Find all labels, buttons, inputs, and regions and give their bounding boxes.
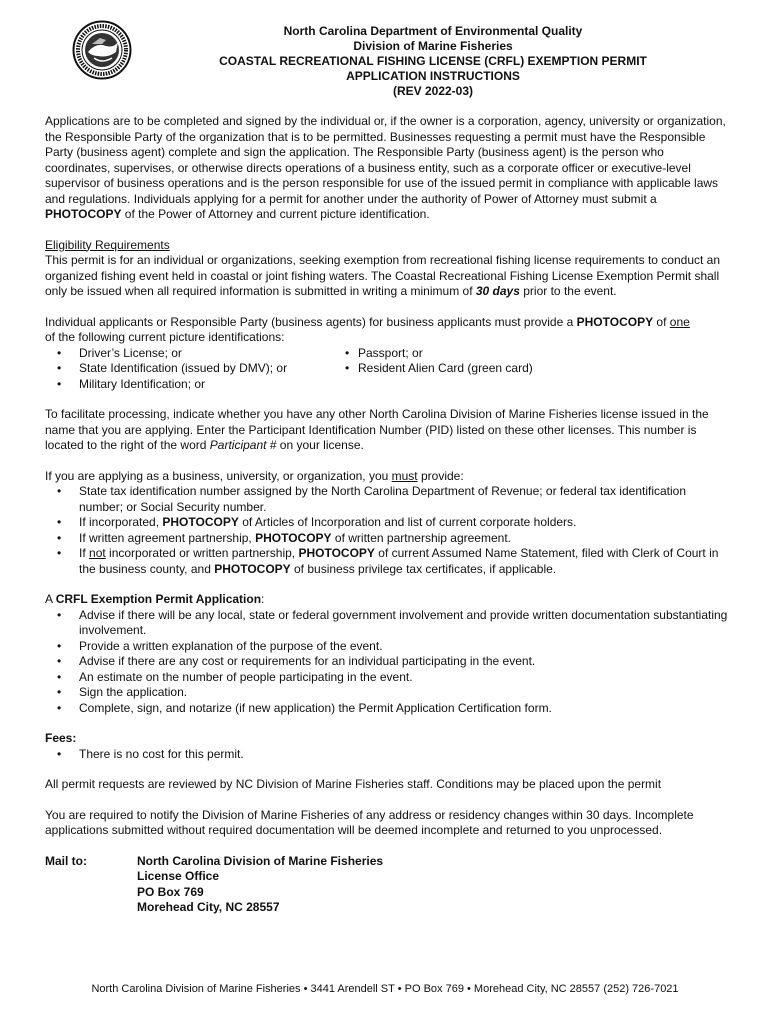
document-header (160, 24, 706, 99)
list-item: • Driver’s License; or (45, 346, 345, 362)
agency-name: North Carolina Department of Environmental Quality (283, 24, 583, 38)
list-item: • Provide a written explanation of the purpose of the event. (45, 639, 730, 655)
id-list-right (345, 346, 533, 393)
address-line: PO Box 769 (137, 884, 204, 899)
fees-list (45, 747, 730, 763)
list-item: • Sign the application. (45, 685, 730, 701)
id-list-left (45, 346, 345, 393)
identification-paragraph: Individual applicants or Responsible Party (business agents) for business applicants must provide a PHOTOCOPY of one of the following current picture identifications: (45, 314, 690, 344)
pid-paragraph: To facilitate processing, indicate whether you have any other North Carolina Division of Marine Fisheries license issued in the name that you are applying. Enter the Participant Identification Number (PID) listed on these other licenses. This number is located to the right of the word Participant # on your license. (45, 407, 709, 452)
notify-paragraph: You are required to notify the Division of Marine Fisheries of any address or residency changes within 30 days. Incomplete applications submitted without required documentation will be deemed incomplete and returned to you unprocessed. (45, 807, 694, 837)
list-item: • State tax identification number assigned by the North Carolina Department of Revenue; or federal tax identification number; or Social Security number. (45, 484, 730, 515)
list-item: • Passport; or (345, 346, 533, 362)
list-item: • Complete, sign, and notarize (if new application) the Permit Application Certification form. (45, 701, 730, 717)
page-footer: North Carolina Division of Marine Fisheries • 3441 Arendell ST • PO Box 769 • Morehead City, NC 28557 (252) 726-7021 (91, 983, 679, 995)
division-name: Division of Marine Fisheries (353, 39, 513, 53)
review-paragraph: All permit requests are reviewed by NC Division of Marine Fisheries staff. Conditions may be placed upon the permit (45, 777, 662, 791)
mailing-address (45, 854, 730, 916)
address-line: North Carolina Division of Marine Fisheries (137, 853, 384, 868)
list-item: • If written agreement partnership, PHOTOCOPY of written partnership agreement. (45, 531, 730, 547)
business-requirements-list (45, 484, 730, 577)
eligibility-heading: Eligibility Requirements (45, 237, 170, 252)
fees-heading: Fees: (45, 731, 77, 745)
list-item: • Advise if there are any cost or requirements for an individual participating in the event. (45, 654, 730, 670)
eligibility-paragraph: This permit is for an individual or organizations, seeking exemption from recreational fishing license requirements to conduct an organized fishing event held in coastal or joint fishing waters. The Coastal Recreational Fishing License Exemption Permit shall only be issued when all required information is submitted in writing a minimum of 30 days prior to the event. (45, 253, 721, 298)
mail-label: Mail to: (45, 853, 87, 868)
list-item: • Advise if there will be any local, state or federal government involvement and provide written documentation substantiating involvement. (45, 608, 730, 639)
id-options (45, 346, 730, 393)
list-item: • If not incorporated or written partnership, PHOTOCOPY of current Assumed Name Statement, filed with Clerk of Court in the business county, and PHOTOCOPY of business privilege tax certificates, if applicable. (45, 546, 730, 577)
list-item: • Military Identification; or (45, 377, 345, 393)
division-seal-logo (72, 20, 132, 80)
list-item: • Resident Alien Card (green card) (345, 361, 533, 377)
address-block (137, 854, 383, 916)
list-item: • State Identification (issued by DMV); or (45, 361, 345, 377)
application-requirements-list (45, 608, 730, 717)
list-item: • There is no cost for this permit. (45, 747, 730, 763)
list-item: • An estimate on the number of people participating in the event. (45, 670, 730, 686)
application-intro: A CRFL Exemption Permit Application: (45, 592, 265, 606)
address-line: Morehead City, NC 28557 (137, 900, 280, 914)
address-line: License Office (137, 869, 220, 883)
business-intro: If you are applying as a business, university, or organization, you must provide: (45, 468, 464, 483)
instructions-body (45, 114, 730, 916)
revision-label: (REV 2022-03) (392, 84, 474, 98)
permit-title: COASTAL RECREATIONAL FISHING LICENSE (CRFL) EXEMPTION PERMIT (219, 54, 647, 68)
list-item: • If incorporated, PHOTOCOPY of Articles of Incorporation and list of current corporate holders. (45, 515, 730, 531)
intro-paragraph: Applications are to be completed and signed by the individual or, if the owner is a corporation, agency, university or organization, the Responsible Party of the organization that is to be permitted. Businesses requesting a permit must have the Responsible Party (business agent) complete and sign the application. The Responsible Party (business agent) is the person who coordinates, supervises, or otherwise directs operations of a business entity, such as a corporate officer or executive-level supervisor of business operations and is the person responsible for use of the issued permit in compliance with applicable laws and regulations. Individuals applying for a permit for another under the authority of Power of Attorney must submit a PHOTOCOPY of the Power of Attorney and current picture identification. (45, 114, 726, 221)
document-subtitle: APPLICATION INSTRUCTIONS (346, 69, 520, 83)
